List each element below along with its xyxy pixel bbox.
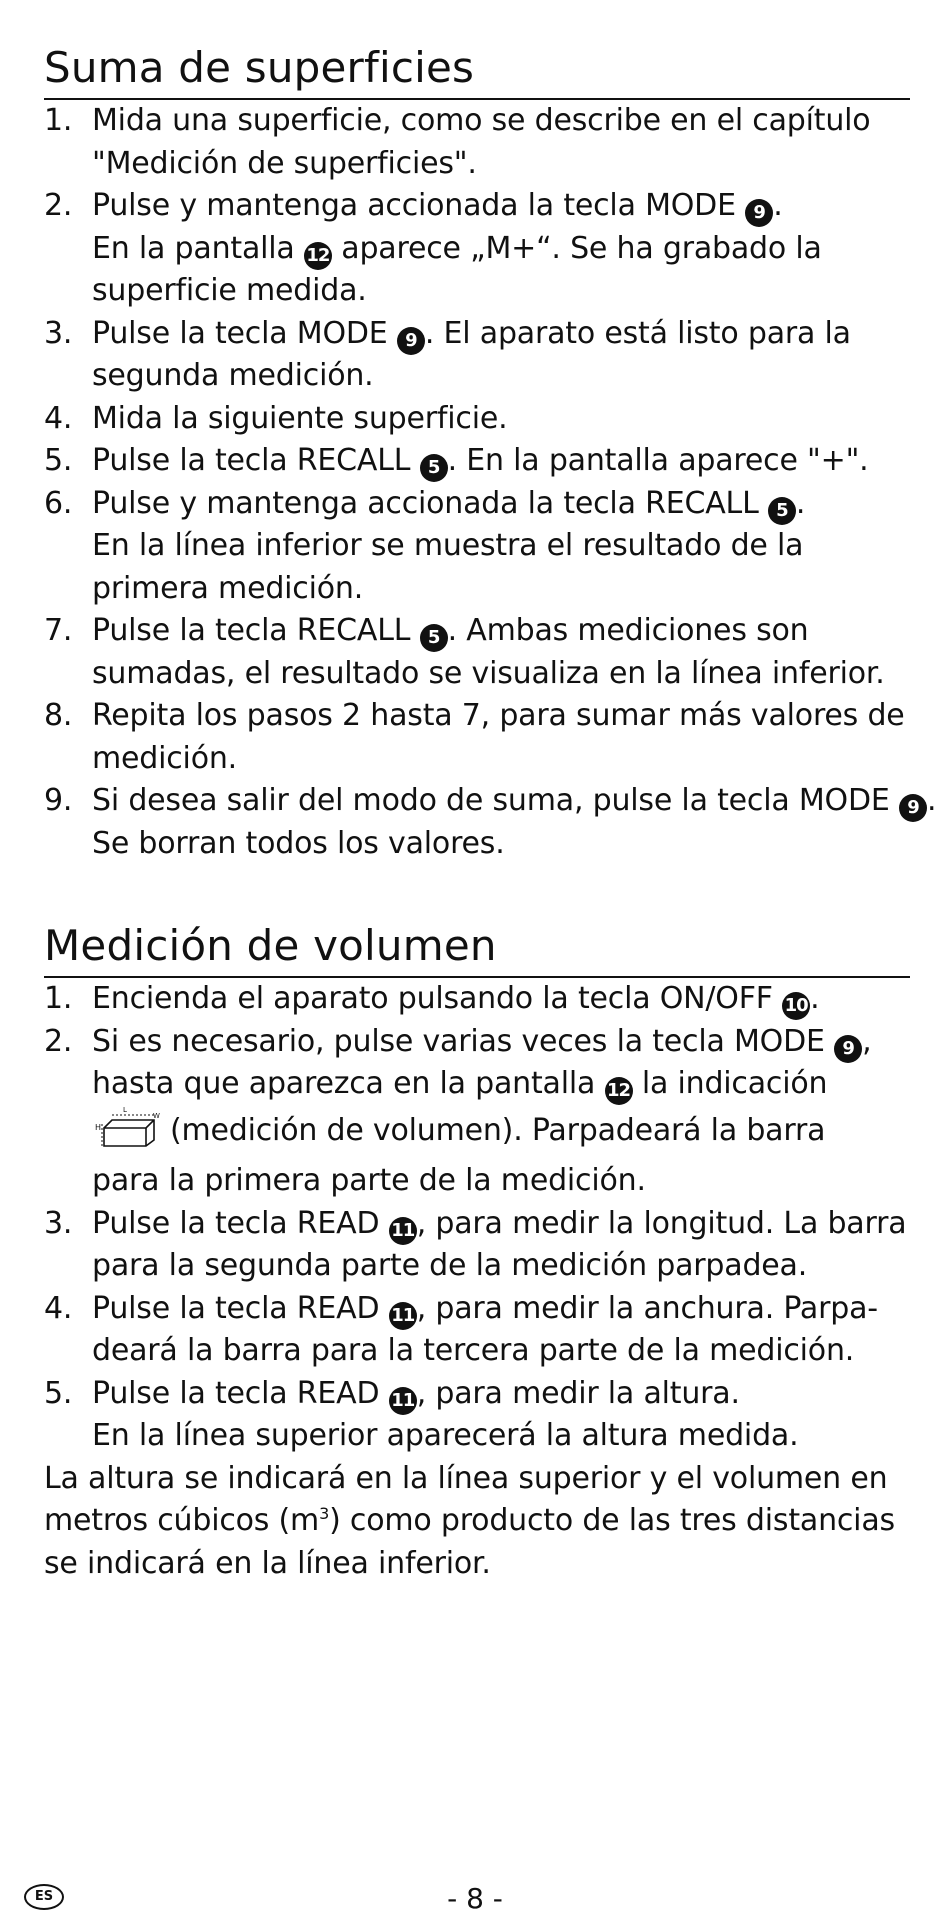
step-text: para la segunda parte de la medición parpadea. (92, 1248, 808, 1283)
step-number: 1. (44, 981, 73, 1016)
step-text: Pulse la tecla READ 11, para medir la altura. (92, 1373, 910, 1416)
step-number: 8. (44, 698, 73, 733)
reference-number-badge: 5 (420, 454, 448, 482)
reference-number-badge: 9 (397, 327, 425, 355)
step-text: hasta que aparezca en la pantalla 12 la indicación (92, 1063, 910, 1106)
icon-label-w: W (153, 1111, 160, 1120)
section-title: Suma de superficies (44, 40, 910, 100)
step-text: sumadas, el resultado se visualiza en la línea inferior. (92, 655, 885, 691)
step-number: 2. (44, 188, 73, 223)
reference-number-badge: 9 (745, 199, 773, 227)
section-volume-measurement (44, 918, 910, 1585)
step-item (44, 483, 910, 611)
section-sum-of-areas (44, 40, 937, 865)
page-footer (0, 1884, 950, 1920)
reference-number-badge: 11 (389, 1387, 417, 1415)
step-text: Encienda el aparato pulsando la tecla ON/OFF 10. (92, 978, 910, 1021)
step-text: superficie medida. (92, 273, 367, 308)
step-item (44, 185, 910, 313)
step-text: En la pantalla 12 aparece „M+“. Se ha grabado la (92, 228, 910, 271)
step-text: Pulse y mantenga accionada la tecla MODE 9 . (92, 185, 910, 228)
step-number: 2. (44, 1023, 73, 1059)
step-text: Pulse la tecla READ 11, para medir la anchura. Parpa- (92, 1288, 910, 1331)
reference-number-badge: 10 (782, 992, 810, 1020)
reference-number-badge: 9 (834, 1035, 862, 1063)
step-number: 4. (44, 400, 73, 436)
step-number: 1. (44, 103, 73, 138)
step-text: Se borran todos los valores. (92, 825, 505, 861)
step-number: 6. (44, 485, 73, 521)
step-text: Mida la siguiente superficie. (92, 400, 508, 436)
step-text: primera medición. (92, 570, 364, 606)
step-item (44, 610, 910, 695)
step-item (44, 398, 910, 441)
step-number: 7. (44, 613, 73, 648)
step-text: Repita los pasos 2 hasta 7, para sumar más valores de (92, 698, 905, 733)
step-text: Mida una superficie, como se describe en el capítulo (92, 103, 871, 138)
step-number: 5. (44, 443, 73, 478)
step-text: Pulse la tecla MODE 9 . El aparato está listo para la (92, 313, 910, 356)
step-text: deará la barra para la tercera parte de la medición. (92, 1333, 855, 1368)
step-text: H L W (medición de volumen). Parpadeará la barra (92, 1106, 910, 1161)
icon-label-l: L (123, 1105, 127, 1114)
step-text: "Medición de superficies". (92, 145, 477, 181)
step-text: Pulse la tecla READ 11, para medir la longitud. La barra (92, 1203, 910, 1246)
step-text: segunda medición. (92, 358, 374, 393)
volume-result-paragraph: La altura se indicará en la línea superior y el volumen en metros cúbicos $(m^3)$ como producto de las tres distancias se indicará en la línea inferior. (44, 1460, 895, 1581)
step-text: Pulse y mantenga accionada la tecla RECALL 5 . (92, 483, 910, 526)
step-item (44, 1203, 910, 1288)
step-item (44, 313, 910, 398)
step-item (44, 1288, 910, 1373)
step-item (44, 978, 910, 1021)
step-item (44, 440, 910, 483)
step-text: Pulse la tecla RECALL 5 . Ambas mediciones son (92, 610, 910, 653)
step-number: 3. (44, 315, 73, 351)
step-text: En la línea superior aparecerá la altura medida. (92, 1418, 799, 1453)
reference-number-badge: 5 (768, 497, 796, 525)
step-text: Si es necesario, pulse varias veces la tecla MODE 9 , (92, 1021, 910, 1064)
reference-number-badge: 11 (389, 1302, 417, 1330)
reference-number-badge: 12 (605, 1077, 633, 1105)
step-text: para la primera parte de la medición. (92, 1163, 646, 1198)
step-text: En la línea inferior se muestra el resultado de la (92, 528, 804, 563)
reference-number-badge: 9 (899, 794, 927, 822)
icon-label-h: H (95, 1122, 101, 1132)
step-item (44, 1373, 910, 1458)
step-number: 5. (44, 1375, 73, 1411)
step-item (44, 100, 910, 185)
reference-number-badge: 5 (420, 624, 448, 652)
step-number: 3. (44, 1205, 73, 1241)
step-number: 9. (44, 783, 73, 818)
steps-list (44, 100, 937, 865)
volume-mode-icon (92, 1106, 162, 1161)
step-text: medición. (92, 740, 237, 776)
step-item (44, 695, 910, 780)
language-badge: ES (24, 1884, 64, 1910)
page-number: - 8 - (447, 1882, 503, 1915)
step-item (44, 1021, 910, 1203)
steps-list (44, 978, 910, 1458)
reference-number-badge: 12 (304, 242, 332, 270)
step-number: 4. (44, 1290, 73, 1326)
step-text: Si desea salir del modo de suma, pulse la tecla MODE 9 . (92, 780, 910, 823)
step-text: Pulse la tecla RECALL 5 . En la pantalla aparece "+". (92, 440, 910, 483)
step-item (44, 780, 937, 865)
section-title: Medición de volumen (44, 918, 910, 978)
reference-number-badge: 11 (389, 1217, 417, 1245)
